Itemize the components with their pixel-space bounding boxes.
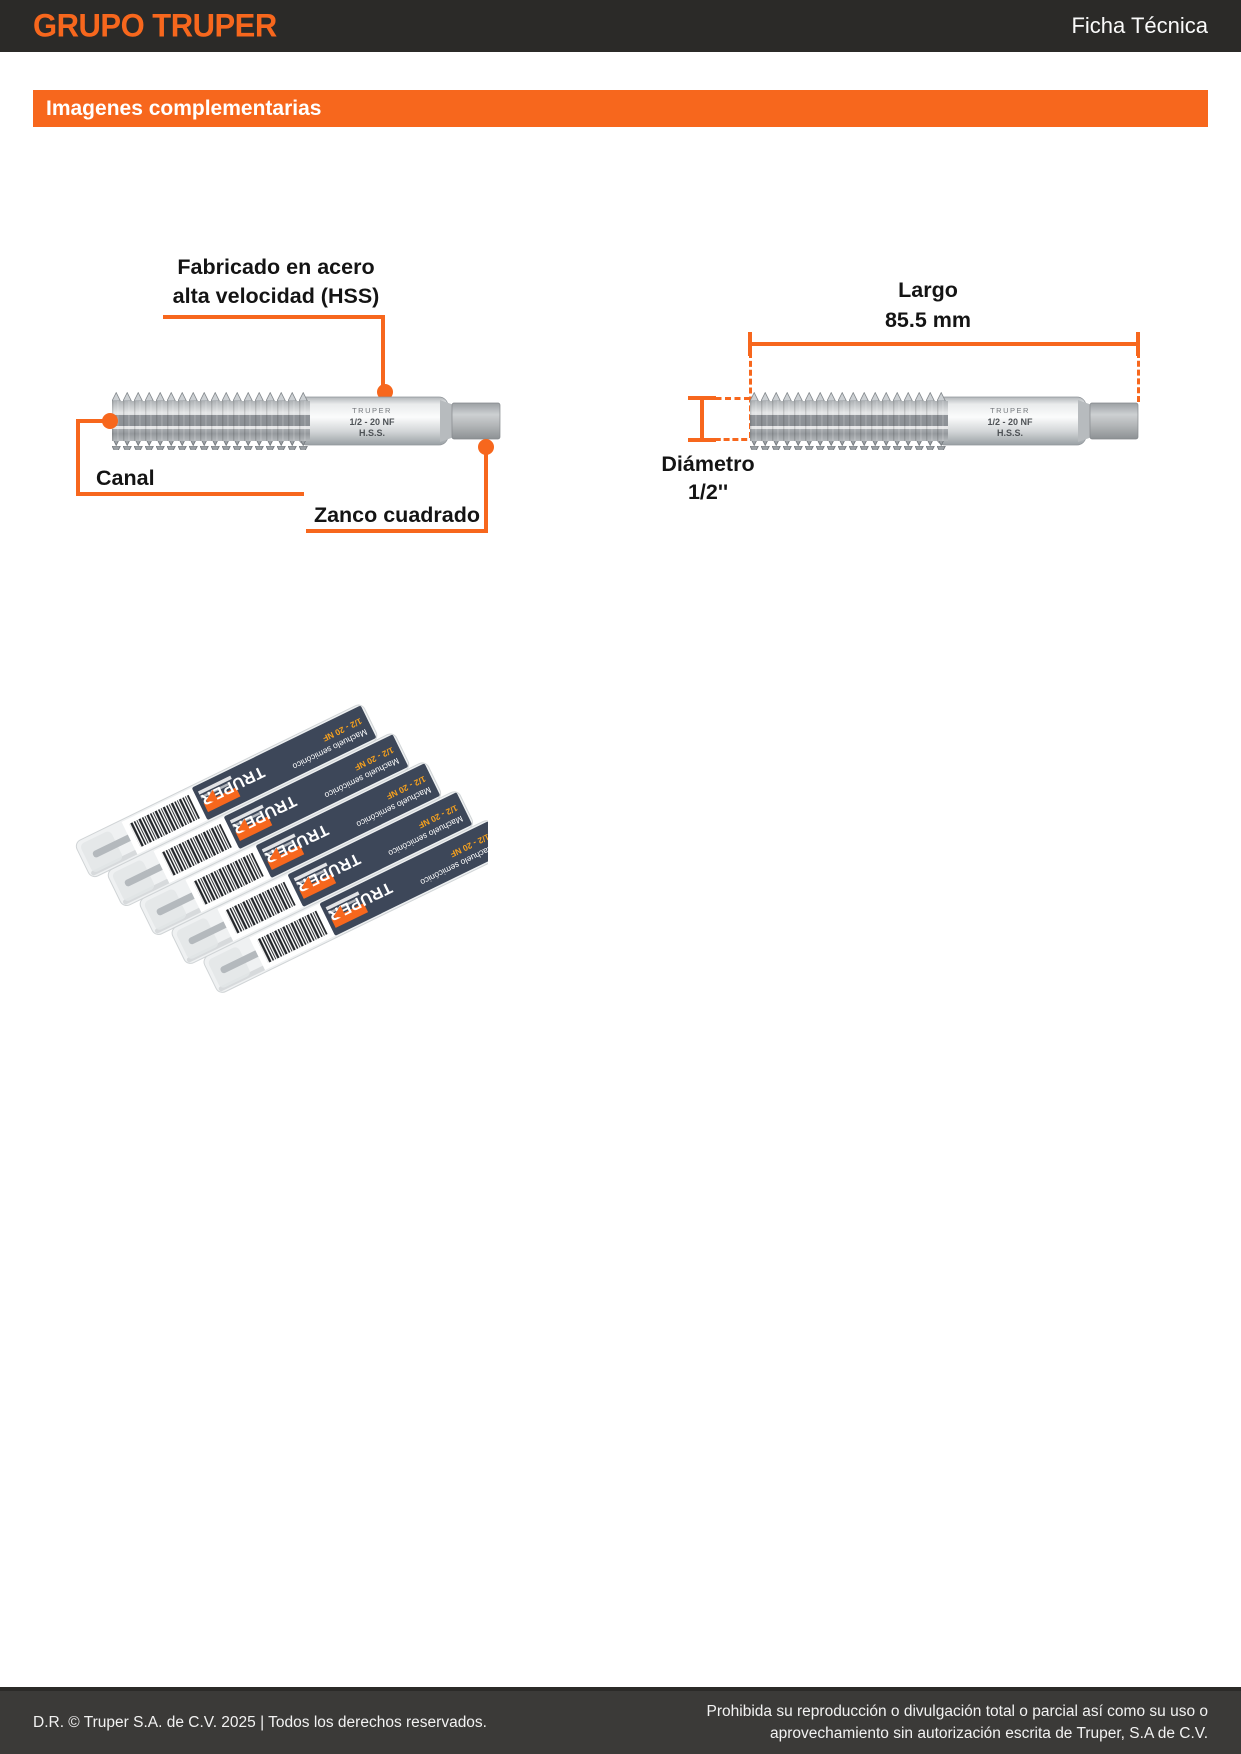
document-type-label: Ficha Técnica xyxy=(1071,13,1208,38)
callout-material-line1: Fabricado en acero xyxy=(177,255,375,279)
leader-canal-vline xyxy=(76,419,80,496)
dimension-largo-label: Largo xyxy=(898,278,958,302)
footer-bar xyxy=(0,1687,1241,1754)
header-bar xyxy=(0,0,1241,52)
package-photo xyxy=(58,695,488,1005)
dimension-diametro-value: 1/2'' xyxy=(687,480,729,504)
dimension-largo-value: 85.5 mm xyxy=(884,308,972,332)
footer-copyright: D.R. © Truper S.A. de C.V. 2025 | Todos los derechos reservados. xyxy=(33,1713,487,1731)
dimension-diametro-line xyxy=(700,398,704,442)
footer-notice-line1: Prohibida su reproducción o divulgación total o parcial así como su uso o xyxy=(706,1702,1208,1720)
leader-material-underline xyxy=(163,315,385,319)
leader-zanco-vline xyxy=(484,447,488,533)
leader-zanco-underline xyxy=(306,529,488,533)
leader-material-vline xyxy=(381,315,385,387)
footer-notice xyxy=(707,1701,1208,1744)
footer-notice-line2: aprovechamiento sin autorización escrita de Truper, S.A de C.V. xyxy=(770,1724,1208,1742)
dimension-diametro-label: Diámetro xyxy=(661,452,755,476)
section-title-bar: Imagenes complementarias xyxy=(33,90,1208,127)
grupo-truper-logo: GRUPO TRUPER xyxy=(33,7,277,44)
leader-canal-hline xyxy=(76,419,108,423)
dimension-largo-line xyxy=(750,342,1140,346)
callout-material xyxy=(140,253,412,311)
extension-diametro-top xyxy=(706,397,750,400)
tap-drawing-right xyxy=(750,392,1142,450)
callout-canal: Canal xyxy=(96,466,155,490)
extension-diametro-bottom xyxy=(706,438,756,441)
leader-canal-underline xyxy=(76,492,304,496)
callout-zanco: Zanco cuadrado xyxy=(313,503,480,527)
callout-material-line2: alta velocidad (HSS) xyxy=(172,284,380,308)
tap-drawing-left xyxy=(112,392,504,450)
